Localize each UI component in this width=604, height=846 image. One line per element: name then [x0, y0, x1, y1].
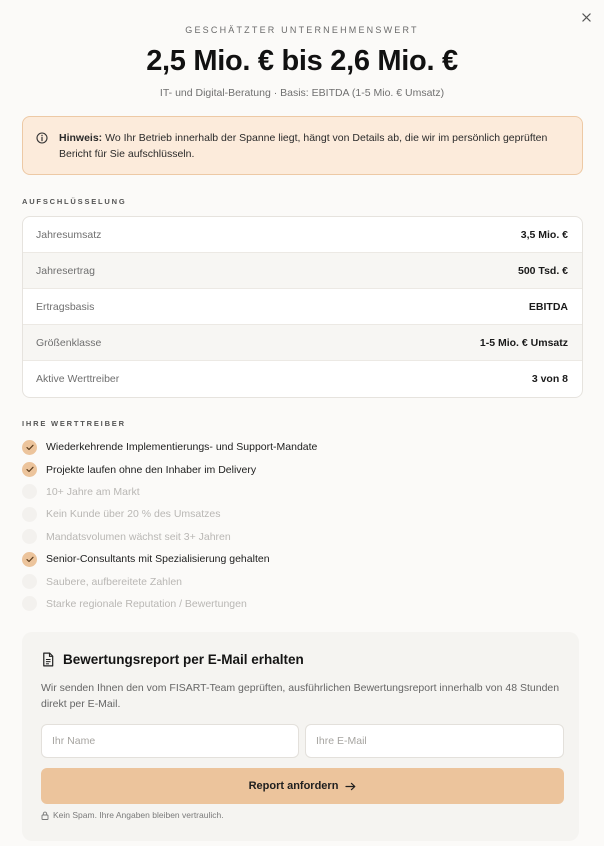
breakdown-section-label: AUFSCHLÜSSELUNG — [22, 197, 127, 206]
drivers-section-label: IHRE WERTTREIBER — [22, 419, 126, 428]
table-row — [23, 289, 582, 325]
valuation-range: 2,5 Mio. € bis 2,6 Mio. € — [146, 45, 458, 77]
valuation-header — [0, 0, 604, 99]
row-value: 3,5 Mio. € — [520, 228, 568, 241]
driver-item[interactable] — [22, 570, 583, 592]
row-key: Jahresumsatz — [36, 228, 102, 241]
breakdown-table — [22, 216, 583, 398]
driver-item[interactable] — [22, 503, 583, 525]
row-key: Jahresertrag — [36, 264, 95, 277]
row-value: 1-5 Mio. € Umsatz — [479, 336, 568, 349]
eyebrow-label: GESCHÄTZTER UNTERNEHMENSWERT — [185, 25, 419, 35]
driver-label: Kein Kunde über 20 % des Umsatzes — [46, 508, 221, 521]
unchecked-indicator[interactable] — [22, 574, 37, 589]
notice-text: Wo Ihr Betrieb innerhalb der Spanne liegt, hängt von Details ab, die wir im persönlich geprüften Bericht für Sie aufschlüsseln. — [59, 132, 548, 160]
check-icon[interactable] — [22, 552, 37, 567]
arrow-right-icon — [345, 782, 356, 791]
close-button[interactable] — [578, 9, 594, 25]
notice-label: Hinweis: — [59, 132, 103, 144]
table-row — [23, 217, 582, 253]
driver-label: Saubere, aufbereitete Zahlen — [46, 575, 183, 588]
driver-label: 10+ Jahre am Markt — [46, 485, 140, 498]
driver-label: Starke regionale Reputation / Bewertungen — [46, 597, 247, 610]
info-icon — [36, 132, 48, 144]
table-row — [23, 253, 582, 289]
row-value: EBITDA — [528, 300, 568, 313]
row-value: 3 von 8 — [531, 373, 568, 385]
unchecked-indicator[interactable] — [22, 529, 37, 544]
unchecked-indicator[interactable] — [22, 596, 37, 611]
drivers-list — [22, 436, 583, 615]
report-description: Wir senden Ihnen den vom FISART-Team geprüften, ausführlichen Bewertungsreport innerhalb von 48 Stunden direkt per E-Mail. — [41, 682, 560, 710]
valuation-subtitle: IT- und Digital-Beratung · Basis: EBITDA (1-5 Mio. € Umsatz) — [159, 87, 445, 99]
check-icon[interactable] — [22, 440, 37, 455]
notice-box — [22, 116, 583, 175]
driver-item[interactable] — [22, 593, 583, 615]
report-title — [41, 652, 304, 667]
driver-item[interactable] — [22, 526, 583, 548]
name-input[interactable] — [41, 724, 299, 758]
lock-icon — [41, 811, 49, 820]
driver-label: Senior-Consultants mit Spezialisierung gehalten — [46, 553, 270, 566]
report-title-text: Bewertungsreport per E-Mail erhalten — [63, 652, 304, 667]
privacy-text: Kein Spam. Ihre Angaben bleiben vertraulich. — [53, 810, 224, 820]
driver-label: Mandatsvolumen wächst seit 3+ Jahren — [46, 530, 231, 543]
unchecked-indicator[interactable] — [22, 507, 37, 522]
driver-label: Projekte laufen ohne den Inhaber im Delivery — [46, 463, 257, 476]
request-report-label: Report anfordern — [248, 780, 339, 792]
driver-item[interactable] — [22, 481, 583, 503]
row-key: Größenklasse — [36, 336, 102, 349]
row-value: 500 Tsd. € — [518, 264, 568, 277]
table-row — [23, 361, 582, 397]
driver-item[interactable] — [22, 458, 583, 480]
unchecked-indicator[interactable] — [22, 484, 37, 499]
driver-item[interactable] — [22, 548, 583, 570]
table-row — [23, 325, 582, 361]
email-input[interactable] — [305, 724, 564, 758]
check-icon[interactable] — [22, 462, 37, 477]
close-icon — [582, 13, 591, 22]
request-report-button[interactable] — [41, 768, 564, 804]
privacy-note — [41, 810, 224, 820]
driver-item[interactable] — [22, 436, 583, 458]
report-card — [22, 632, 579, 841]
driver-label: Wiederkehrende Implementierungs- und Support-Mandate — [46, 441, 318, 454]
row-key: Aktive Werttreiber — [36, 373, 120, 385]
document-icon — [41, 652, 55, 667]
row-key: Ertragsbasis — [36, 300, 95, 313]
